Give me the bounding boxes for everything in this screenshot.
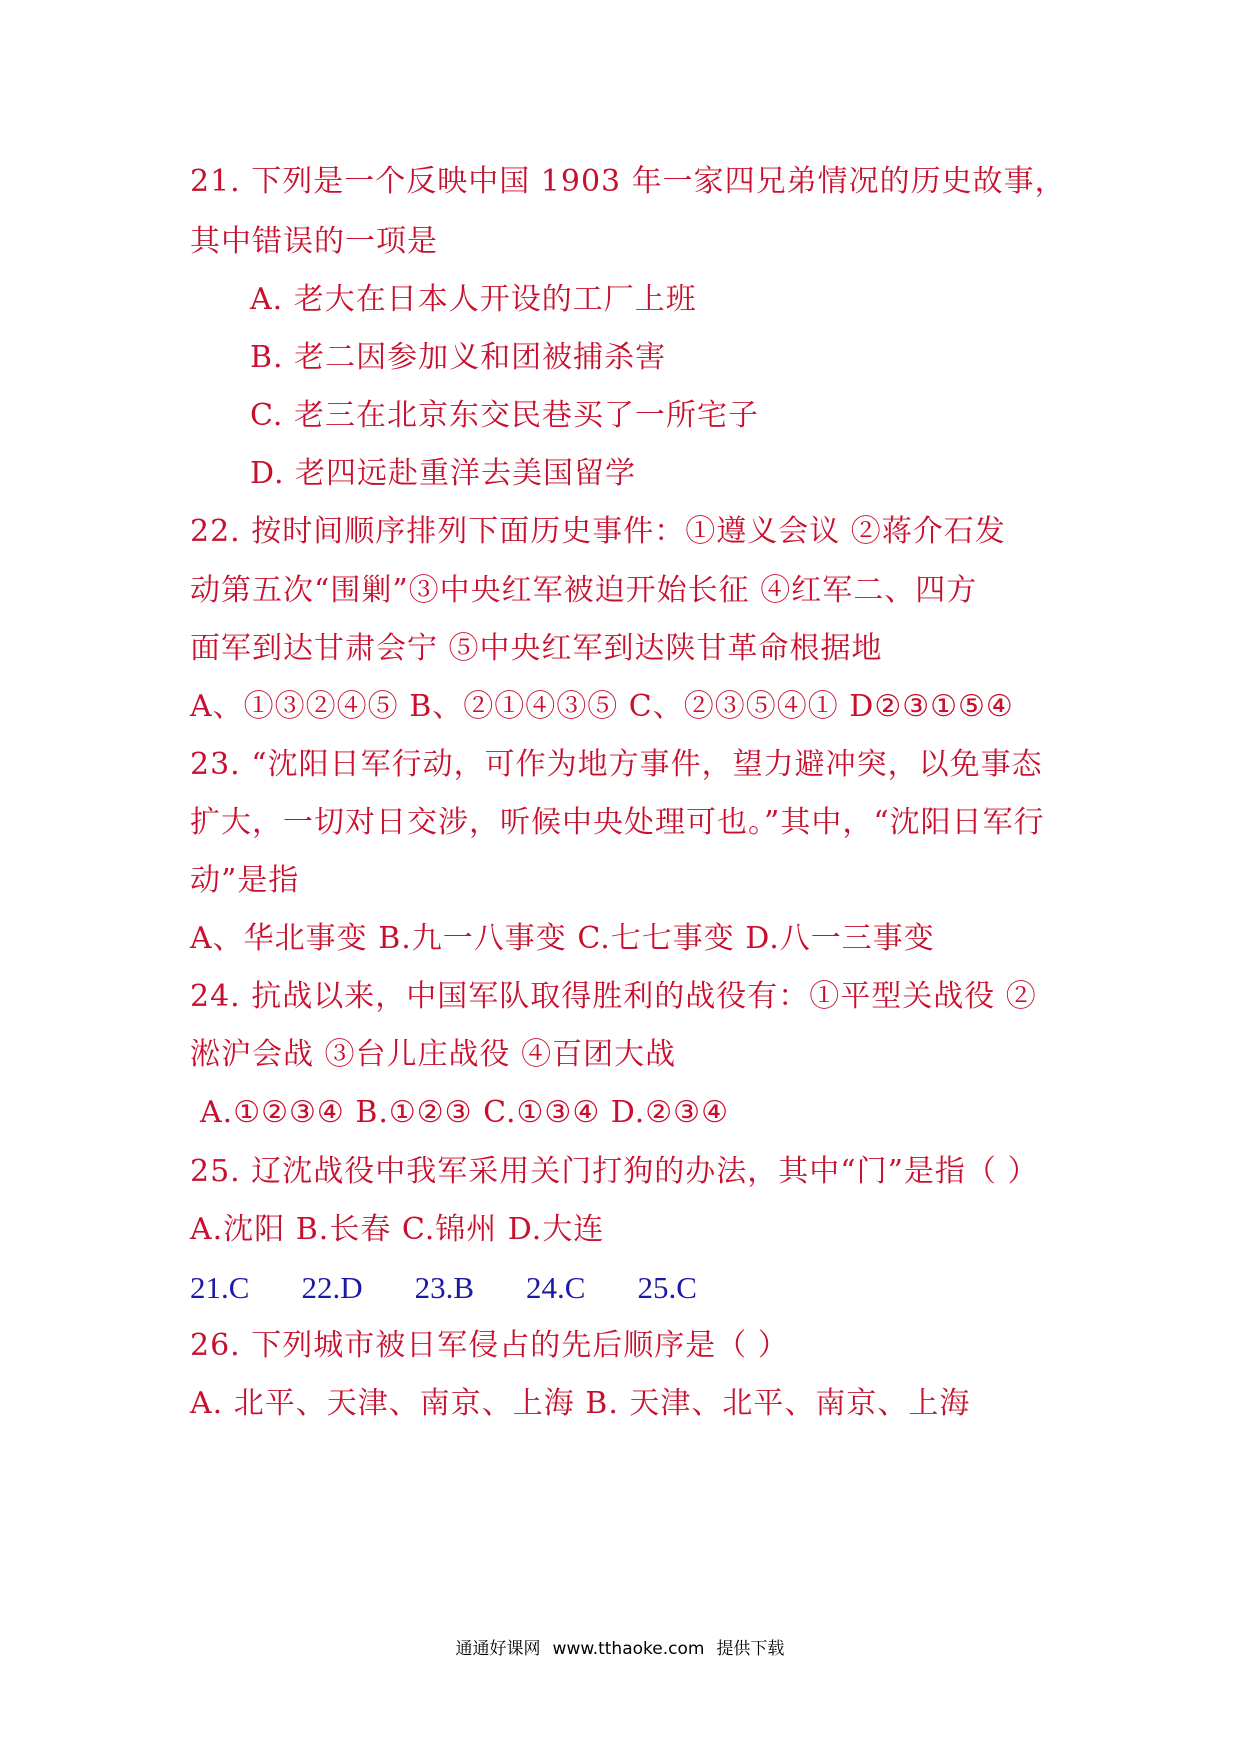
q23-line-2: 扩大，一切对日交涉，听候中央处理可也。”其中，“沈阳日军行 <box>190 805 1045 840</box>
q26-line-1: 26. 下列城市被日军侵占的先后顺序是（ ） <box>190 1328 789 1363</box>
q26-options: A. 北平、天津、南京、上海 B. 天津、北平、南京、上海 <box>190 1386 971 1421</box>
q23-line-1: 23. “沈阳日军行动，可作为地方事件，望力避冲突，以免事态 <box>190 747 1043 782</box>
answer-22: 22.D <box>301 1270 363 1305</box>
answer-25: 25.C <box>637 1270 697 1305</box>
q24-options: A.①②③④ B.①②③ C.①③④ D.②③④ <box>200 1095 729 1130</box>
q21-option-b: B. 老二因参加义和团被捕杀害 <box>250 340 667 375</box>
q21-line-2: 其中错误的一项是 <box>190 224 438 259</box>
footer-url[interactable]: www.tthaoke.com <box>552 1639 705 1659</box>
answer-21: 21.C <box>190 1270 250 1305</box>
q21-line-1: 21. 下列是一个反映中国 1903 年一家四兄弟情况的历史故事， <box>190 164 1066 199</box>
q22-line-2: 动第五次“围剿”③中央红军被迫开始长征 ④红军二、四方 <box>190 573 978 608</box>
footer-suffix: 提供下载 <box>716 1639 785 1659</box>
q25-options: A.沈阳 B.长春 C.锦州 D.大连 <box>190 1212 605 1247</box>
q21-option-d: D. 老四远赴重洋去美国留学 <box>250 456 637 491</box>
footer-site-name: 通通好课网 <box>455 1639 541 1659</box>
q22-line-3: 面军到达甘肃会宁 ⑤中央红军到达陕甘革命根据地 <box>190 631 883 666</box>
q23-options: A、华北事变 B.九一八事变 C.七七事变 D.八一三事变 <box>190 921 935 956</box>
q23-line-3: 动”是指 <box>190 863 300 898</box>
q22-options: A、①③②④⑤ B、②①④③⑤ C、②③⑤④① D②③①⑤④ <box>190 689 1014 724</box>
page-footer <box>0 1634 1240 1659</box>
q25-line-1: 25. 辽沈战役中我军采用关门打狗的办法，其中“门”是指（ ） <box>190 1154 1039 1189</box>
q24-line-2: 淞沪会战 ③台儿庄战役 ④百团大战 <box>190 1037 677 1072</box>
answer-24: 24.C <box>526 1270 586 1305</box>
answer-key <box>190 1268 749 1308</box>
answer-23: 23.B <box>414 1270 475 1305</box>
q24-line-1: 24. 抗战以来，中国军队取得胜利的战役有：①平型关战役 ② <box>190 979 1037 1014</box>
q22-line-1: 22. 按时间顺序排列下面历史事件：①遵义会议 ②蒋介石发 <box>190 514 1006 549</box>
q21-option-a: A. 老大在日本人开设的工厂上班 <box>250 282 697 317</box>
q21-option-c: C. 老三在北京东交民巷买了一所宅子 <box>250 398 759 433</box>
